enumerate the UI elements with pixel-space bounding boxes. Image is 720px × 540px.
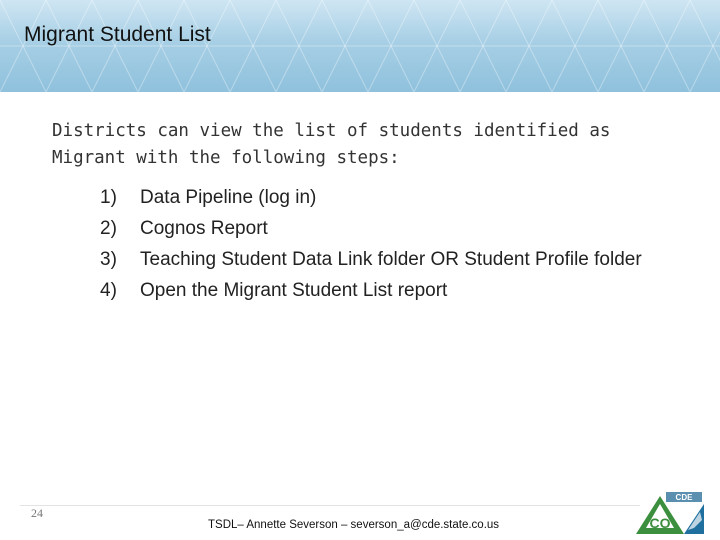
step-text: Data Pipeline (log in): [140, 187, 317, 208]
steps-list: [100, 182, 680, 306]
page-number: 24: [31, 506, 43, 520]
list-item: [100, 275, 680, 306]
cde-logo-icon: [632, 490, 708, 536]
list-item: [100, 244, 680, 275]
step-text: Open the Migrant Student List report: [140, 280, 448, 301]
title-banner: [0, 0, 720, 92]
logo-main-label: CO: [649, 515, 671, 531]
footer-divider: [20, 505, 640, 506]
list-item: [100, 182, 680, 213]
intro-text: Districts can view the list of students identified as Migrant with the following steps:: [52, 121, 611, 168]
step-number: 1): [100, 187, 117, 208]
step-text: Cognos Report: [140, 218, 268, 239]
logo-top-label: CDE: [675, 493, 693, 502]
step-number: 4): [100, 280, 117, 301]
step-text: Teaching Student Data Link folder OR Student Profile folder: [140, 249, 642, 270]
list-item: [100, 213, 680, 244]
step-number: 3): [100, 249, 117, 270]
slide-title: Migrant Student List: [24, 23, 211, 46]
step-number: 2): [100, 218, 117, 239]
footer-text: TSDL– Annette Severson – severson_a@cde.state.co.us: [208, 519, 500, 531]
